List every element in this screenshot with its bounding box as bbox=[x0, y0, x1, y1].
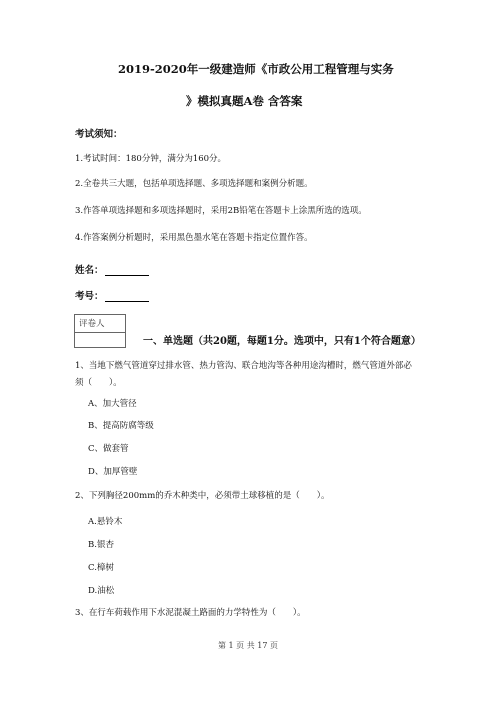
question-2-option-d: D.油松 bbox=[88, 586, 115, 596]
question-2-option-a: A.悬铃木 bbox=[88, 517, 123, 527]
question-1-stem-line-1: 1、当地下燃气管道穿过排水管、热力管沟、联合地沟等各种用途沟槽时，燃气管道外部必 bbox=[75, 361, 412, 371]
notice-item-4: 4.作答案例分析题时，采用黑色墨水笔在答题卡指定位置作答。 bbox=[75, 233, 313, 243]
question-2-option-b: B.银杏 bbox=[88, 540, 114, 550]
question-3-stem: 3、在行车荷载作用下水泥混凝土路面的力学特性为（ ）。 bbox=[75, 608, 306, 618]
question-1-option-a: A、加大管径 bbox=[88, 399, 137, 409]
question-1-stem-line-2: 须（ ）。 bbox=[75, 378, 122, 388]
name-field[interactable] bbox=[75, 262, 149, 276]
question-1-option-c: C、做套管 bbox=[88, 444, 129, 454]
notice-item-1: 1.考试时间：180分钟，满分为160分。 bbox=[75, 154, 227, 164]
document-title-line-2: 》模拟真题A卷 含答案 bbox=[186, 94, 303, 108]
grader-box-divider bbox=[75, 332, 125, 333]
document-title-line-1: 2019-2020年一级建造师《市政公用工程管理与实务 bbox=[118, 62, 394, 76]
question-1-option-d: D、加厚管壁 bbox=[88, 467, 138, 477]
grader-box bbox=[74, 314, 126, 348]
id-blank-line[interactable] bbox=[105, 292, 149, 302]
name-label: 姓名： bbox=[75, 265, 104, 276]
name-blank-line[interactable] bbox=[105, 266, 149, 276]
section-heading: 一、单选题（共20题，每题1分。选项中，只有1个符合题意） bbox=[143, 336, 421, 347]
id-field[interactable] bbox=[75, 288, 149, 302]
question-1-option-b: B、提高防腐等级 bbox=[88, 421, 154, 431]
page-number: 第 1 页 共 17 页 bbox=[218, 641, 278, 650]
question-2-option-c: C.樟树 bbox=[88, 563, 114, 573]
notice-item-3: 3.作答单项选择题和多项选择题时，采用2B铅笔在答题卡上涂黑所选的选项。 bbox=[75, 206, 367, 216]
id-label: 考号： bbox=[75, 291, 104, 302]
notice-item-2: 2.全卷共三大题，包括单项选择题、多项选择题和案例分析题。 bbox=[75, 179, 313, 189]
question-2-stem: 2、下列胸径200mm的乔木种类中，必须带土球移植的是（ ）。 bbox=[75, 491, 330, 501]
notice-heading: 考试须知： bbox=[75, 129, 123, 140]
grader-label: 评卷人 bbox=[79, 319, 105, 329]
